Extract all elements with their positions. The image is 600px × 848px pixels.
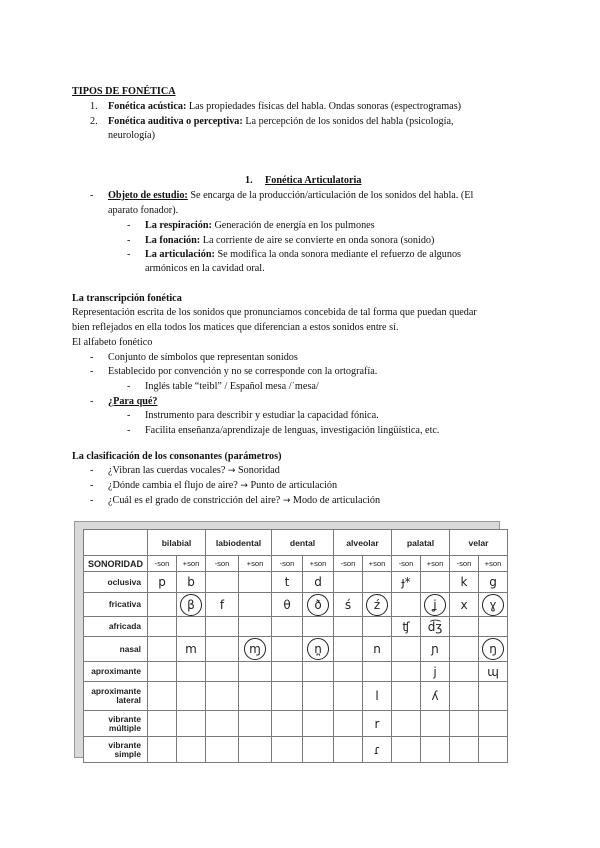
symbol-cell — [421, 593, 450, 617]
ipa-symbol: f — [219, 597, 225, 612]
symbol-cell — [450, 572, 479, 593]
classification-heading: La clasificación de los consonantes (parámetros) — [72, 451, 282, 462]
ipa-symbol: t — [284, 575, 290, 589]
symbol-cell — [239, 617, 272, 637]
symbol-cell — [177, 572, 206, 593]
sub-item-articulacion-cont: armónicos en la cavidad oral. — [145, 263, 265, 274]
symbol-cell — [177, 662, 206, 682]
row-label: fricativa — [84, 593, 148, 617]
plus-son-cell: +son — [421, 556, 450, 572]
transcription-para-2: bien reflejados en ella todos los matices que diferencian a estos sonidos entre sí. — [72, 322, 399, 333]
symbol-cell — [303, 737, 334, 763]
symbol-cell — [239, 572, 272, 593]
why-item-2: - Facilita enseñanza/aprendizaje de lenguas, investigación lingüística, etc. — [127, 425, 440, 436]
symbol-cell — [479, 637, 508, 662]
symbol-cell — [177, 617, 206, 637]
minus-son-cell: -son — [148, 556, 177, 572]
symbol-cell — [334, 617, 363, 637]
symbol-cell — [421, 737, 450, 763]
symbol-cell — [392, 637, 421, 662]
place-labiodental: labiodental — [206, 530, 272, 556]
symbol-cell — [148, 572, 177, 593]
symbol-cell — [272, 637, 303, 662]
symbol-cell — [206, 662, 239, 682]
ipa-symbol: m — [185, 642, 197, 656]
symbol-cell — [421, 637, 450, 662]
symbol-cell — [363, 572, 392, 593]
symbol-cell — [450, 593, 479, 617]
symbol-cell — [239, 737, 272, 763]
symbol-cell — [479, 737, 508, 763]
symbol-cell — [392, 737, 421, 763]
plus-son-cell: +son — [239, 556, 272, 572]
symbol-cell — [272, 737, 303, 763]
symbol-cell — [479, 617, 508, 637]
ipa-symbol: ɱ — [244, 638, 266, 660]
symbol-cell — [334, 637, 363, 662]
symbol-cell — [148, 593, 177, 617]
symbol-cell — [148, 617, 177, 637]
symbol-cell — [421, 682, 450, 711]
row-label: vibrante simple — [84, 737, 148, 763]
ipa-symbol: n̪ — [307, 638, 329, 660]
symbol-cell — [303, 572, 334, 593]
why-item-1: - Instrumento para describir y estudiar la capacidad fónica. — [127, 410, 379, 421]
symbol-cell — [363, 637, 392, 662]
sub-item-respiracion: - La respiración: Generación de energía en los pulmones — [127, 220, 375, 231]
symbol-cell — [206, 617, 239, 637]
symbol-cell — [177, 637, 206, 662]
classification-item-3: - ¿Cuál es el grado de constricción del aire? → Modo de articulación — [90, 495, 381, 506]
symbol-cell — [450, 682, 479, 711]
plus-son-cell: +son — [479, 556, 508, 572]
symbol-cell — [206, 637, 239, 662]
row-label: africada — [84, 617, 148, 637]
table-row — [84, 572, 508, 593]
ipa-symbol: d͡ʒ — [427, 619, 443, 634]
symbol-cell — [206, 682, 239, 711]
ipa-symbol: ʧ — [402, 619, 410, 634]
symbol-cell — [450, 617, 479, 637]
ipa-symbol: k — [460, 575, 468, 589]
symbol-cell — [239, 682, 272, 711]
ipa-symbol: r — [374, 716, 380, 731]
symbol-cell — [148, 637, 177, 662]
plus-son-cell: +son — [363, 556, 392, 572]
symbol-cell — [479, 682, 508, 711]
place-palatal: palatal — [392, 530, 450, 556]
symbol-cell — [392, 572, 421, 593]
symbol-cell — [392, 711, 421, 737]
ipa-symbol: j — [433, 664, 437, 679]
ipa-symbol: ð — [307, 594, 329, 616]
ipa-symbol: d — [314, 575, 322, 589]
symbol-cell — [239, 711, 272, 737]
symbol-cell — [177, 682, 206, 711]
row-label: aproximante — [84, 662, 148, 682]
symbol-cell — [479, 711, 508, 737]
sonority-label: SONORIDAD — [84, 556, 148, 572]
object-of-study: - Objeto de estudio: Se encarga de la producción/articulación de los sonidos del habla. (El — [90, 190, 474, 201]
symbol-cell — [450, 662, 479, 682]
ipa-symbol: ś — [344, 597, 352, 612]
ipa-symbol: ɲ — [431, 642, 439, 656]
place-dental: dental — [272, 530, 334, 556]
symbol-cell — [392, 617, 421, 637]
symbol-cell — [363, 737, 392, 763]
table-row — [84, 682, 508, 711]
symbol-cell — [148, 662, 177, 682]
symbol-cell — [392, 593, 421, 617]
transcription-para-1: Representación escrita de los sonidos que pronunciamos concebida de tal forma que puedan quedar — [72, 307, 477, 318]
ipa-symbol: ɰ — [487, 664, 499, 679]
transcription-heading: La transcripción fonética — [72, 293, 182, 304]
minus-son-cell: -son — [272, 556, 303, 572]
symbol-cell — [363, 617, 392, 637]
symbol-cell — [148, 737, 177, 763]
symbol-cell — [421, 572, 450, 593]
place-velar: velar — [450, 530, 508, 556]
place-bilabial: bilabial — [148, 530, 206, 556]
symbol-cell — [479, 572, 508, 593]
symbol-cell — [272, 662, 303, 682]
types-item-1: 1. Fonética acústica: Las propiedades físicas del habla. Ondas sonoras (espectrogramas) — [90, 101, 462, 112]
symbol-cell — [303, 593, 334, 617]
symbol-cell — [363, 593, 392, 617]
symbol-cell — [363, 682, 392, 711]
consonant-table — [83, 529, 508, 763]
types-item-2-cont: neurología) — [108, 130, 155, 141]
symbol-cell — [177, 593, 206, 617]
why-label: - ¿Para qué? — [90, 396, 158, 407]
ipa-symbol: ɟ* — [401, 575, 411, 589]
table-row — [84, 662, 508, 682]
symbol-cell — [334, 682, 363, 711]
symbol-cell — [303, 617, 334, 637]
symbol-cell — [206, 593, 239, 617]
ipa-symbol: ŋ — [482, 638, 504, 660]
table-row — [84, 637, 508, 662]
symbol-cell — [392, 662, 421, 682]
sub-item-articulacion: - La articulación: Se modifica la onda sonora mediante el refuerzo de algunos — [127, 249, 461, 260]
types-heading: TIPOS DE FONÉTICA — [72, 86, 176, 97]
symbol-cell — [239, 637, 272, 662]
symbol-cell — [206, 737, 239, 763]
symbol-cell — [334, 593, 363, 617]
symbol-cell — [363, 711, 392, 737]
ipa-symbol: ź — [366, 594, 388, 616]
ipa-symbol: l — [375, 689, 379, 703]
alphabet-item-1: - Conjunto de símbolos que representan sonidos — [90, 352, 298, 363]
symbol-cell — [303, 682, 334, 711]
symbol-cell — [177, 737, 206, 763]
symbol-cell — [392, 682, 421, 711]
ipa-symbol: ɾ — [373, 742, 381, 757]
ipa-symbol: ɣ — [482, 594, 504, 616]
ipa-symbol: β — [180, 594, 202, 616]
symbol-cell — [363, 662, 392, 682]
symbol-cell — [479, 593, 508, 617]
table-row — [84, 737, 508, 763]
ipa-symbol: g — [489, 575, 497, 589]
symbol-cell — [450, 637, 479, 662]
symbol-cell — [479, 662, 508, 682]
symbol-cell — [272, 617, 303, 637]
types-item-2: 2. Fonética auditiva o perceptiva: La percepción de los sonidos del habla (psicología, — [90, 116, 454, 127]
symbol-cell — [421, 662, 450, 682]
object-of-study-cont: aparato fonador). — [108, 205, 179, 216]
symbol-cell — [450, 711, 479, 737]
classification-item-2: - ¿Dónde cambia el flujo de aire? → Punto de articulación — [90, 480, 338, 491]
symbol-cell — [334, 711, 363, 737]
symbol-cell — [177, 711, 206, 737]
table-row — [84, 711, 508, 737]
symbol-cell — [421, 711, 450, 737]
symbol-cell — [239, 593, 272, 617]
row-label: nasal — [84, 637, 148, 662]
symbol-cell — [148, 682, 177, 711]
symbol-cell — [148, 711, 177, 737]
symbol-cell — [272, 682, 303, 711]
table-row — [84, 617, 508, 637]
symbol-cell — [272, 593, 303, 617]
symbol-cell — [334, 572, 363, 593]
ipa-symbol: ʝ — [424, 594, 446, 616]
minus-son-cell: -son — [450, 556, 479, 572]
symbol-cell — [303, 662, 334, 682]
minus-son-cell: -son — [206, 556, 239, 572]
row-label: oclusiva — [84, 572, 148, 593]
alphabet-label: El alfabeto fonético — [72, 337, 153, 348]
minus-son-cell: -son — [392, 556, 421, 572]
articulatory-heading: 1. Fonética Articulatoria — [245, 175, 362, 186]
corner-cell — [84, 530, 148, 556]
row-label: aproximante lateral — [84, 682, 148, 711]
plus-son-cell: +son — [303, 556, 334, 572]
symbol-cell — [334, 737, 363, 763]
alphabet-example: - Inglés table “teibl” / Español mesa /ˈmesa/ — [127, 381, 319, 392]
place-alveolar: alveolar — [334, 530, 392, 556]
plus-son-cell: +son — [177, 556, 206, 572]
ipa-symbol: b — [187, 575, 195, 589]
classification-item-1: - ¿Vibran las cuerdas vocales? → Sonoridad — [90, 465, 280, 476]
symbol-cell — [206, 572, 239, 593]
row-label: vibrante múltiple — [84, 711, 148, 737]
places-header-row — [84, 530, 508, 556]
symbol-cell — [303, 637, 334, 662]
ipa-symbol: θ — [283, 597, 291, 612]
alphabet-item-2: - Establecido por convención y no se corresponde con la ortografía. — [90, 366, 378, 377]
symbol-cell — [272, 572, 303, 593]
symbol-cell — [239, 662, 272, 682]
sonority-row — [84, 556, 508, 572]
table-row — [84, 593, 508, 617]
symbol-cell — [206, 711, 239, 737]
symbol-cell — [421, 617, 450, 637]
symbol-cell — [272, 711, 303, 737]
ipa-symbol: x — [460, 597, 468, 612]
symbol-cell — [334, 662, 363, 682]
ipa-symbol: ʎ — [431, 689, 439, 703]
ipa-symbol: p — [158, 575, 166, 589]
symbol-cell — [450, 737, 479, 763]
minus-son-cell: -son — [334, 556, 363, 572]
ipa-symbol: n — [373, 642, 381, 656]
sub-item-fonacion: - La fonación: La corriente de aire se convierte en onda sonora (sonido) — [127, 235, 435, 246]
symbol-cell — [303, 711, 334, 737]
